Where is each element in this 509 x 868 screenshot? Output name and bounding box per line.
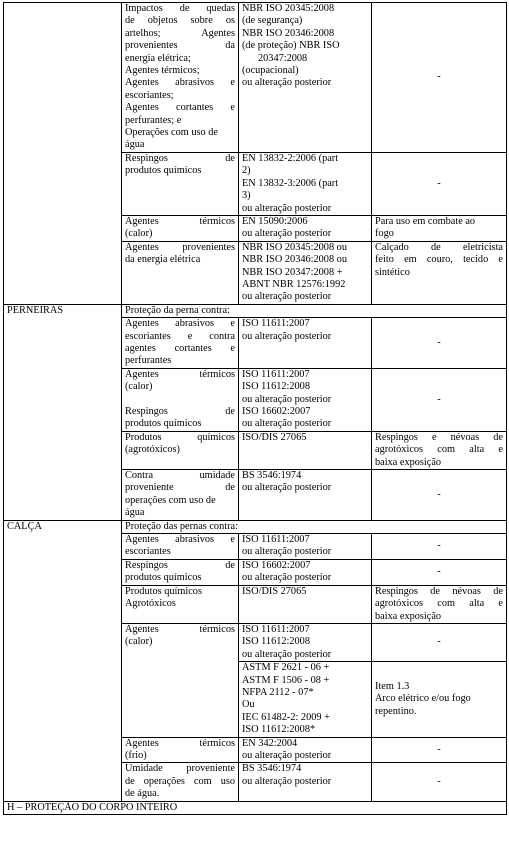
standard-line: NBR ISO 20345:2008	[242, 3, 335, 14]
note-cell: -	[372, 623, 507, 661]
standard-line: ISO 16602:2007	[242, 406, 311, 417]
hazard-line: Operações com uso de	[125, 127, 218, 139]
hazard-line: perfurantes; e	[125, 114, 182, 126]
hazard-line: de operações com uso	[125, 775, 235, 787]
note-line: repentino.	[375, 705, 417, 717]
standard-cell	[239, 623, 372, 661]
hazard-line: escoriantes;	[125, 89, 174, 101]
table-row	[4, 3, 507, 153]
category-cell-empty	[4, 3, 122, 305]
section-heading: Proteção das pernas contra:	[122, 520, 507, 533]
hazard-line: energia elétrica;	[125, 52, 191, 64]
standard-line: 3)	[242, 190, 251, 202]
hazard-word: Agentes	[201, 27, 235, 39]
standard-cell	[239, 318, 372, 369]
hazard-cell	[122, 470, 239, 521]
standard-line: ISO 11612:2008	[242, 636, 310, 648]
standard-line: ISO 11611:2007	[242, 534, 310, 546]
hazard-line: Respingos de	[125, 559, 235, 571]
standard-cell	[239, 368, 372, 431]
standard-line: NFPA 2112 - 07*	[242, 686, 314, 698]
note-cell: -	[372, 534, 507, 560]
hazard-cell	[122, 431, 239, 469]
standard-cell	[239, 241, 372, 304]
hazard-line: (calor)	[125, 228, 153, 240]
standard-cell	[239, 431, 372, 469]
hazard-cell	[122, 215, 239, 241]
hazard-cell	[122, 737, 239, 763]
category-perneiras: PERNEIRAS	[4, 304, 122, 520]
note-line: agrotóxicos com alta e	[375, 598, 503, 610]
hazard-line: de objetos sobre os	[125, 15, 235, 27]
hazard-cell	[122, 559, 239, 585]
hazard-line: Respingos de	[125, 152, 235, 164]
standard-line: ou alteração posterior	[242, 482, 332, 494]
note-line: feito em couro, tecido e	[375, 254, 503, 266]
standard-cell	[239, 737, 372, 763]
section-title-row	[4, 801, 507, 814]
hazard-line: Agentes térmicos	[125, 623, 235, 635]
hazard-line: Agentes térmicos	[125, 215, 235, 227]
hazard-line: Agrotóxicos	[125, 598, 176, 610]
standard-line: ou alteração posterior	[242, 546, 332, 558]
hazard-line	[125, 40, 235, 52]
standard-line: ou alteração posterior	[242, 330, 332, 342]
hazard-line: Agentes abrasivos e	[125, 318, 235, 330]
note-line: Calçado de eletricista	[375, 241, 503, 253]
standard-line: ISO 16602:2007	[242, 559, 311, 571]
hazard-word: provenientes	[125, 40, 178, 52]
standard-cell	[239, 3, 372, 153]
standard-cell	[239, 470, 372, 521]
standard-line: ISO 11611:2007	[242, 318, 310, 330]
standard-line: Ou	[242, 699, 255, 711]
epi-standards-table	[3, 2, 507, 815]
hazard-line: Produtos químicos	[125, 585, 202, 597]
standard-line: (de segurança)	[242, 15, 303, 27]
standard-line: ou alteração posterior	[242, 775, 332, 787]
standard-line: EN 342:2004	[242, 737, 298, 749]
hazard-cell	[122, 368, 239, 431]
hazard-line: Agentes abrasivos e	[125, 77, 235, 89]
hazard-line: agentes cortantes e	[125, 342, 235, 354]
standard-line: ISO 11612:2008	[242, 381, 310, 393]
hazard-line: água	[125, 507, 145, 519]
note-cell: -	[372, 763, 507, 801]
standard-line: ABNT NBR 12576:1992	[242, 278, 346, 290]
standard-line: ou alteração posterior	[242, 77, 332, 89]
note-cell: -	[372, 152, 507, 215]
note-line: Item 1.3	[375, 680, 410, 692]
standard-cell	[239, 152, 372, 215]
standard-line: (de proteção) NBR ISO	[242, 40, 340, 52]
standard-line: ou alteração posterior	[242, 648, 332, 660]
standard-line: IEC 61482-2: 2009 +	[242, 711, 330, 723]
hazard-line: (frio)	[125, 749, 147, 761]
hazard-cell	[122, 534, 239, 560]
standard-cell	[239, 585, 372, 623]
standard-line: ou alteração posterior	[242, 749, 332, 761]
note-cell: -	[372, 737, 507, 763]
standard-line: EN 15090:2006	[242, 215, 308, 227]
hazard-line: Agentes cortantes e	[125, 102, 235, 114]
hazard-line: operações com uso de	[125, 494, 216, 506]
hazard-line: Agentes térmicos;	[125, 65, 200, 77]
hazard-line: da energia elétrica	[125, 254, 201, 266]
hazard-line: perfurantes	[125, 355, 172, 367]
standard-line: BS 3546:1974	[242, 470, 302, 482]
note-cell: -	[372, 318, 507, 369]
hazard-line: água	[125, 139, 145, 151]
note-cell	[372, 215, 507, 241]
standard-cell	[239, 559, 372, 585]
note-line: Arco elétrico e/ou fogo	[375, 693, 471, 705]
hazard-line: produtos químicos	[125, 418, 202, 429]
standard-line: ou alteração posterior	[242, 291, 332, 303]
note-cell: -	[372, 368, 507, 431]
standard-line: ISO 11611:2007	[242, 623, 310, 635]
standard-line: ASTM F 2621 - 06 +	[242, 662, 330, 674]
standard-line: ou alteração posterior	[242, 202, 332, 214]
note-cell	[372, 241, 507, 304]
standard-line: NBR ISO 20347:2008 +	[242, 266, 343, 278]
category-calca: CALÇA	[4, 520, 122, 801]
note-line: Respingos e névoas de	[375, 431, 503, 443]
standard-line: EN 13832-2:2006 (part	[242, 152, 339, 164]
note-cell	[372, 431, 507, 469]
standard-line: ISO 11612:2008*	[242, 724, 316, 736]
note-line: agrotóxicos com alta e	[375, 444, 503, 456]
hazard-cell	[122, 152, 239, 215]
hazard-line: Agentes provenientes	[125, 241, 235, 253]
section-header-row	[4, 520, 507, 533]
section-header-row	[4, 304, 507, 317]
hazard-cell	[122, 3, 239, 153]
hazard-cell	[122, 585, 239, 623]
hazard-line: Umidade proveniente	[125, 763, 235, 775]
standard-cell	[239, 763, 372, 801]
hazard-line: proveniente de	[125, 482, 235, 494]
standard-line: (ocupacional)	[242, 65, 299, 77]
standard-line: NBR ISO 20346:2008	[242, 27, 335, 39]
standard-line: ISO/DIS 27065	[242, 585, 307, 597]
hazard-cell	[122, 241, 239, 304]
hazard-line: Agentes térmicos	[125, 368, 235, 380]
hazard-line	[125, 28, 235, 40]
standard-line: ou alteração posterior	[242, 572, 332, 584]
hazard-line: Agentes térmicos	[125, 737, 235, 749]
hazard-line: (calor)	[125, 381, 153, 393]
hazard-word: da	[225, 40, 235, 52]
note-line: Respingos de névoas de	[375, 585, 503, 597]
note-line: fogo	[375, 228, 394, 240]
standard-line: NBR ISO 20346:2008 ou	[242, 254, 347, 266]
section-h-title: H – PROTEÇÃO DO CORPO INTEIRO	[4, 801, 507, 814]
hazard-word: artelhos;	[125, 27, 161, 39]
note-line: baixa exposição	[375, 610, 442, 622]
hazard-line: produtos químicos	[125, 572, 202, 584]
note-cell	[372, 585, 507, 623]
standard-line: EN 13832-3:2006 (part	[242, 177, 339, 189]
standard-line: BS 3546:1974	[242, 763, 302, 775]
standard-line: ou alteração posterior	[242, 393, 332, 405]
hazard-line: Produtos químicos	[125, 431, 235, 443]
note-cell: -	[372, 470, 507, 521]
hazard-line: Respingos de	[125, 405, 235, 417]
note-cell: -	[372, 3, 507, 153]
standard-cell	[239, 534, 372, 560]
standard-line: ISO/DIS 27065	[242, 431, 307, 443]
hazard-cell	[122, 763, 239, 801]
note-line: sintético	[375, 266, 410, 278]
standard-line: ou alteração posterior	[242, 228, 332, 240]
hazard-line: Agentes abrasivos e	[125, 534, 235, 546]
hazard-line: Contra umidade	[125, 470, 235, 482]
section-heading: Proteção da perna contra:	[122, 304, 507, 317]
hazard-line: (calor)	[125, 636, 153, 648]
standard-line: ISO 11611:2007	[242, 368, 310, 380]
hazard-cell	[122, 318, 239, 369]
standard-line: 20347:2008	[258, 52, 308, 64]
hazard-line: produtos químicos	[125, 165, 202, 177]
hazard-cell	[122, 623, 239, 737]
standard-line: NBR ISO 20345:2008 ou	[242, 241, 347, 253]
standard-cell	[239, 662, 372, 737]
hazard-line: (agrotóxicos)	[125, 444, 180, 456]
standard-cell	[239, 215, 372, 241]
standard-line: ou alteração posterior	[242, 418, 332, 430]
note-line: baixa exposição	[375, 456, 442, 468]
standard-line: 2)	[242, 165, 251, 177]
hazard-line: escoriantes	[125, 546, 171, 558]
spacer	[125, 394, 235, 406]
hazard-line: de água.	[125, 788, 160, 800]
note-line: Para uso em combate ao	[375, 215, 476, 227]
note-cell: -	[372, 559, 507, 585]
note-cell	[372, 662, 507, 737]
hazard-line: Impactos de quedas	[125, 3, 235, 14]
standard-line: ASTM F 1506 - 08 +	[242, 674, 330, 686]
hazard-line: escoriantes e contra	[125, 330, 235, 342]
